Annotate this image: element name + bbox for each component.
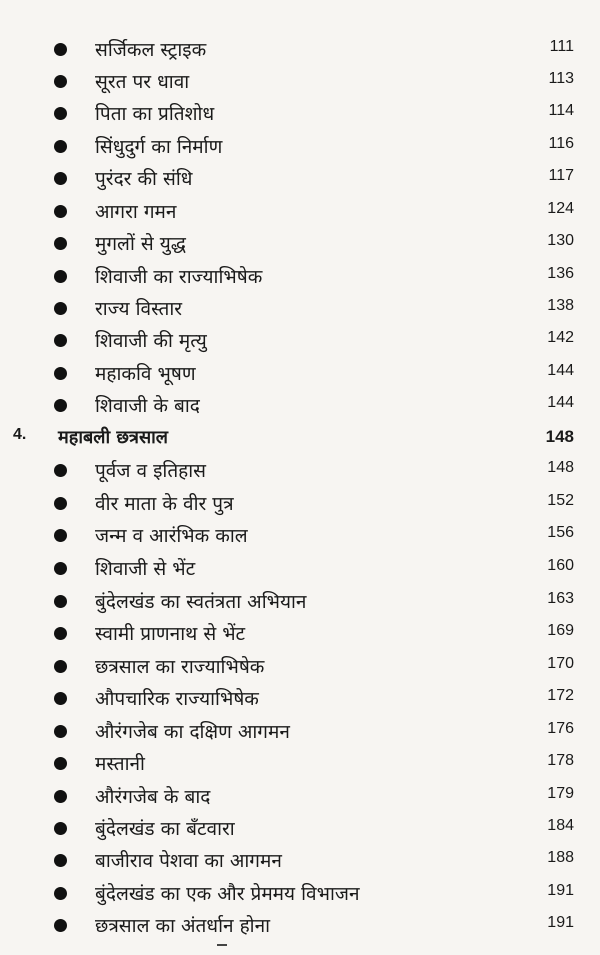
toc-entry-title: बुंदेलखंड का स्वतंत्रता अभियान: [95, 591, 307, 613]
toc-entry-page: 188: [547, 849, 574, 866]
bullet-icon: [54, 464, 67, 477]
toc-entry-title: पिता का प्रतिशोध: [95, 103, 215, 125]
toc-entry-page: 156: [547, 524, 574, 541]
print-mark: [217, 944, 227, 946]
toc-entry-page: 178: [547, 752, 574, 769]
toc-entry: [0, 98, 600, 130]
toc-entry-title: सूरत पर धावा: [95, 71, 190, 93]
toc-entry-page: 179: [547, 785, 574, 802]
toc-entry-title: औरंगजेब के बाद: [95, 786, 211, 808]
toc-entry-title: बुंदेलखंड का बँटवारा: [95, 818, 235, 840]
toc-entry-title: छत्रसाल का अंतर्धान होना: [95, 915, 271, 937]
bullet-icon: [54, 140, 67, 153]
chapter-title: महाबली छत्रसाल: [58, 427, 168, 448]
toc-entry: [0, 813, 600, 845]
toc-entry: [0, 910, 600, 942]
bullet-icon: [54, 172, 67, 185]
toc-entry: [0, 293, 600, 325]
toc-entry-title: शिवाजी से भेंट: [95, 558, 196, 580]
bullet-icon: [54, 692, 67, 705]
toc-entry-title: औरंगजेब का दक्षिण आगमन: [95, 721, 290, 743]
bullet-icon: [54, 757, 67, 770]
toc-entry-title: औपचारिक राज्याभिषेक: [95, 688, 259, 710]
bullet-icon: [54, 660, 67, 673]
toc-entry-title: जन्म व आरंभिक काल: [95, 525, 248, 547]
toc-entry: [0, 748, 600, 780]
bullet-icon: [54, 627, 67, 640]
toc-entry-page: 191: [547, 882, 574, 899]
toc-entry: [0, 845, 600, 877]
toc-entry-page: 144: [547, 362, 574, 379]
bullet-icon: [54, 43, 67, 56]
toc-entry-page: 117: [548, 167, 574, 184]
toc-entry-title: शिवाजी की मृत्यु: [95, 330, 207, 352]
bullet-icon: [54, 270, 67, 283]
toc-entry-page: 176: [547, 720, 574, 737]
toc-entry-page: 170: [547, 655, 574, 672]
toc-entry: [0, 586, 600, 618]
bullet-icon: [54, 595, 67, 608]
toc-entry-title: महाकवि भूषण: [95, 363, 196, 385]
toc-entry-page: 116: [548, 135, 574, 152]
toc-entry-page: 111: [549, 38, 574, 55]
toc-entry: [0, 488, 600, 520]
bullet-icon: [54, 822, 67, 835]
toc-entry-page: 113: [548, 70, 574, 87]
chapter-heading: [0, 423, 600, 455]
toc-entry: [0, 651, 600, 683]
toc-entry-page: 148: [547, 459, 574, 476]
bullet-icon: [54, 107, 67, 120]
bullet-icon: [54, 75, 67, 88]
chapter-number: 4.: [13, 426, 27, 443]
toc-entry-page: 160: [547, 557, 574, 574]
bullet-icon: [54, 399, 67, 412]
toc-entry-title: शिवाजी के बाद: [95, 395, 200, 417]
toc-entry: [0, 618, 600, 650]
bullet-icon: [54, 790, 67, 803]
toc-entry-title: वीर माता के वीर पुत्र: [95, 493, 234, 515]
toc-entry-title: सर्जिकल स्ट्राइक: [95, 39, 207, 61]
toc-entry: [0, 228, 600, 260]
toc-entry: [0, 520, 600, 552]
toc-entry: [0, 163, 600, 195]
bullet-icon: [54, 334, 67, 347]
toc-entry: [0, 66, 600, 98]
bullet-icon: [54, 919, 67, 932]
toc-entry-title: सिंधुदुर्ग का निर्माण: [95, 136, 223, 158]
toc-entry: [0, 455, 600, 487]
toc-entry: [0, 390, 600, 422]
toc-entry-page: 124: [547, 200, 574, 217]
toc-entry: [0, 716, 600, 748]
bullet-icon: [54, 562, 67, 575]
bullet-icon: [54, 497, 67, 510]
toc-entry-title: शिवाजी का राज्याभिषेक: [95, 266, 263, 288]
toc-entry-title: छत्रसाल का राज्याभिषेक: [95, 656, 265, 678]
toc-entry-page: 172: [547, 687, 574, 704]
toc-entry-title: आगरा गमन: [95, 201, 177, 223]
bullet-icon: [54, 854, 67, 867]
toc-entry-page: 152: [547, 492, 574, 509]
toc-entry: [0, 358, 600, 390]
toc-entry-title: मुगलों से युद्ध: [95, 233, 186, 255]
bullet-icon: [54, 302, 67, 315]
toc-entry-title: स्वामी प्राणनाथ से भेंट: [95, 623, 246, 645]
bullet-icon: [54, 367, 67, 380]
bullet-icon: [54, 725, 67, 738]
bullet-icon: [54, 237, 67, 250]
bullet-icon: [54, 529, 67, 542]
bullet-icon: [54, 887, 67, 900]
toc-entry: [0, 261, 600, 293]
toc-entry-page: 163: [547, 590, 574, 607]
toc-entry-page: 184: [547, 817, 574, 834]
toc-entry-page: 138: [547, 297, 574, 314]
toc-entry-title: पुरंदर की संधि: [95, 168, 193, 190]
toc-entry-page: 169: [547, 622, 574, 639]
toc-entry-title: बाजीराव पेशवा का आगमन: [95, 850, 282, 872]
toc-entry: [0, 553, 600, 585]
toc-entry-page: 114: [548, 102, 574, 119]
chapter-page: 148: [545, 427, 574, 446]
toc-entry-title: राज्य विस्तार: [95, 298, 183, 320]
toc-entry-title: पूर्वज व इतिहास: [95, 460, 207, 482]
toc-entry-title: बुंदेलखंड का एक और प्रेममय विभाजन: [95, 883, 360, 905]
bullet-icon: [54, 205, 67, 218]
toc-entry: [0, 878, 600, 910]
toc-entry: [0, 781, 600, 813]
toc-entry-page: 130: [547, 232, 574, 249]
toc-entry: [0, 196, 600, 228]
toc-entry-page: 142: [547, 329, 574, 346]
toc-entry-title: मस्तानी: [95, 753, 145, 775]
toc-entry: [0, 34, 600, 66]
toc-entry-page: 144: [547, 394, 574, 411]
toc-entry-page: 136: [547, 265, 574, 282]
toc-entry: [0, 131, 600, 163]
toc-entry-page: 191: [547, 914, 574, 931]
toc-entry: [0, 325, 600, 357]
toc-entry: [0, 683, 600, 715]
